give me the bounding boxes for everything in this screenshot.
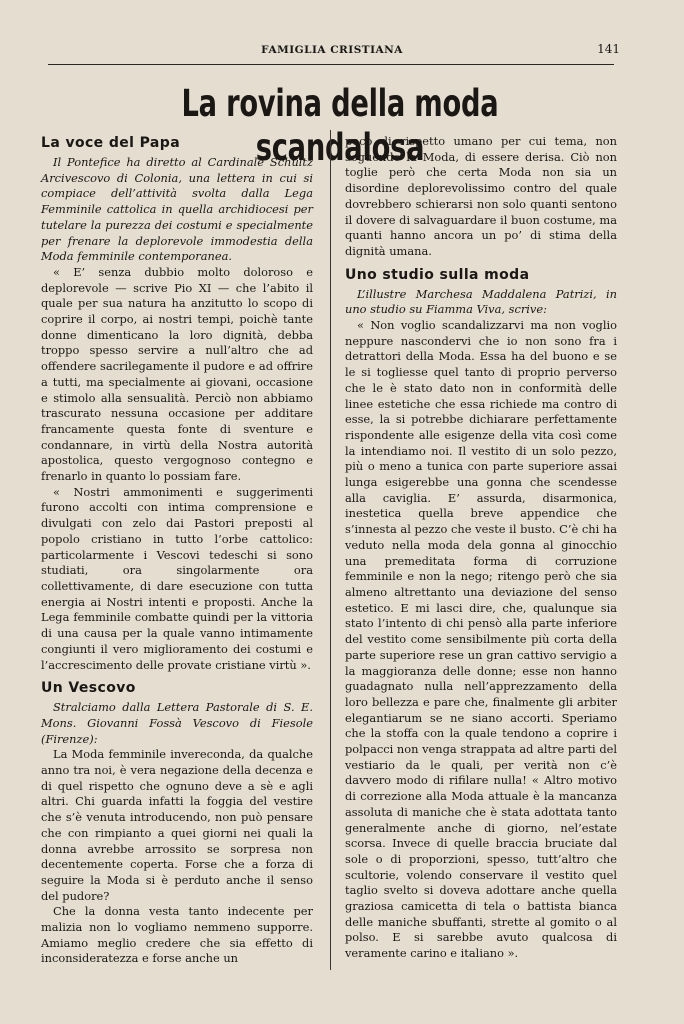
left-column [41, 134, 313, 967]
column-divider [330, 130, 331, 970]
paragraph: Che la donna vesta tanto indecente per malizia non lo vogliamo nemmeno supporre. Amiamo meglio credere che sia effetto di inconsideratezza e forse anche un [41, 904, 313, 966]
page-number: 141 [597, 42, 620, 56]
article-title: La rovina della moda scandalosa [181, 82, 499, 169]
paragraph-continued: poco di rispetto umano per cui tema, non seguendo la Moda, di essere derisa. Ciò non toglie però che certa Moda non sia un disordine deplorevolissimo contro del quale dovrebbero schierarsi non solo quanti sentono il dovere di salvaguardare il buon costume, ma quanti hanno ancora un po’ di stima della dignità umana. [345, 134, 617, 258]
section-intro-pope: Il Pontefice ha diretto al Cardinale Schultz Arcivescovo di Colonia, una lettera in cui si compiace dell’attività svolta dalla Lega Femminile cattolica in quella archidiocesi per tutelare la purezza dei costumi e specialmente per frenare la deplorevole immodestia della Moda femminile contemporanea. [41, 155, 313, 264]
paragraph: « Nostri ammonimenti e suggerimenti furono accolti con intima comprensione e divulgati con zelo dai Pastori preposti al popolo cristiano in tutto l’orbe cattolico: particolarmente i Vescovi tedeschi si sono studiati, ora singolarmente ora collettivamente, di dare esecuzione con tutta energia ai Nostri intenti e proposti. Anche la Lega femminile combatte quindi per la vittoria di una causa per la quale vanno intimamente congiunti il vero miglioramento dei costumi e l’accrescimento delle provate cristiane virtù ». [41, 484, 313, 672]
section-heading-bishop: Un Vescovo [41, 680, 136, 697]
section-heading-pope: La voce del Papa [41, 135, 181, 151]
section-intro-bishop: Stralciamo dalla Lettera Pastorale di S. E. Mons. Giovanni Fossà Vescovo di Fiesole (Firenze): [41, 700, 313, 746]
right-column [345, 134, 617, 962]
section-intro-study: L’illustre Marchesa Maddalena Patrizi, in uno studio su Fiamma Viva, scrive: [345, 286, 617, 317]
paragraph: « Non voglio scandalizzarvi ma non voglio neppure nascondervi che io non sono fra i detrattori della Moda. Essa ha del buono e se le si togliesse quel tanto di proprio perverso che le è stato dato non in conformità delle linee estetiche che essa richiede ma contro di esse, la si potrebbe dichiarare perfettamente rispondente alle esigenze della vita così come la intendiamo noi. Il vestito di un solo pezzo, più o meno a tunica con parte superiore assai lunga esigerebbe una gonna che scendesse alla caviglia. E’ assurda, disarmonica, inestetica quella breve appendice che s’innesta al pezzo che veste il busto. C’è chi ha veduto nella moda dela gonna al ginocchio una premeditata forma di corruzione femminile e non la nego; ritengo però che sia almeno altrettanto una deviazione del senso estetico. E mi lasci dire, che, qualunque sia stato l’intento di chi pensò alla parte inferiore del vestito come sensibilmente più corta della parte superiore rese un gran cattivo servigio a la maggioranza delle donne; esse non hanno guadagnato nulla nell’apprezzamento della loro bellezza e pare che, finalmente gli arbiter elegantiarum se ne siano accorti. Speriamo che la stoffa con la quale tendono a coprire i polpacci non venga strappata ad altre parti del vestiario da le quali, per verità non c’è davvero modo di rifilare nulla! « Altro motivo di correzione alla Moda attuale è la mancanza assoluta di maniche che è stata adottata tanto generalmente anche di giorno, nel’estate scorsa. Invece di quelle braccia bruciate dal sole o di proporzioni, spesso, tutt’altro che scultorie, volendo conservare il vestito quel taglio svelto si doveva adottare anche quella graziosa camicetta di tela o battista bianca delle maniche sbuffanti, strette al gomito o al polso. E si sarebbe avuto qualcosa di veramente carino e italiano ». [345, 318, 617, 961]
header-rule [48, 64, 614, 65]
running-head [48, 42, 620, 62]
paragraph: La Moda femminile invereconda, da qualche anno tra noi, è vera negazione della decenza e di quel rispetto che ognuno deve a sè e agli altri. Chi guarda infatti la foggia del vestire che s’è venuta introducendo, non può pensare che con rimpianto a quei giorni nei quali la donna avrebbe arrossito se sorpresa non decentemente coperta. Forse che a forza di seguire la Moda si è perduto anche il senso del pudore? [41, 747, 313, 903]
running-title: FAMIGLIA CRISTIANA [261, 44, 403, 56]
paragraph: « E’ senza dubbio molto doloroso e deplorevole — scrive Pio XI — che l’abito il quale per sua natura ha anzitutto lo scopo di coprire il corpo, ai nostri tempi, poichè tante donne dimenticano la loro dignità, debba troppo spesso servire a null’altro che ad offendere sacrilegamente il pudore e ad offrire a tutti, ma specialmente ai giovani, occasione e stimolo alla sensualità. Perciò non abbiamo trascurato nessuna occasione per additare francamente questa fonte di sventure e condannare, in virtù della Nostra autorità apostolica, questo vergognoso contegno e frenarlo in quanto lo possiam fare. [41, 264, 313, 484]
section-heading-study: Uno studio sulla moda [345, 266, 530, 283]
